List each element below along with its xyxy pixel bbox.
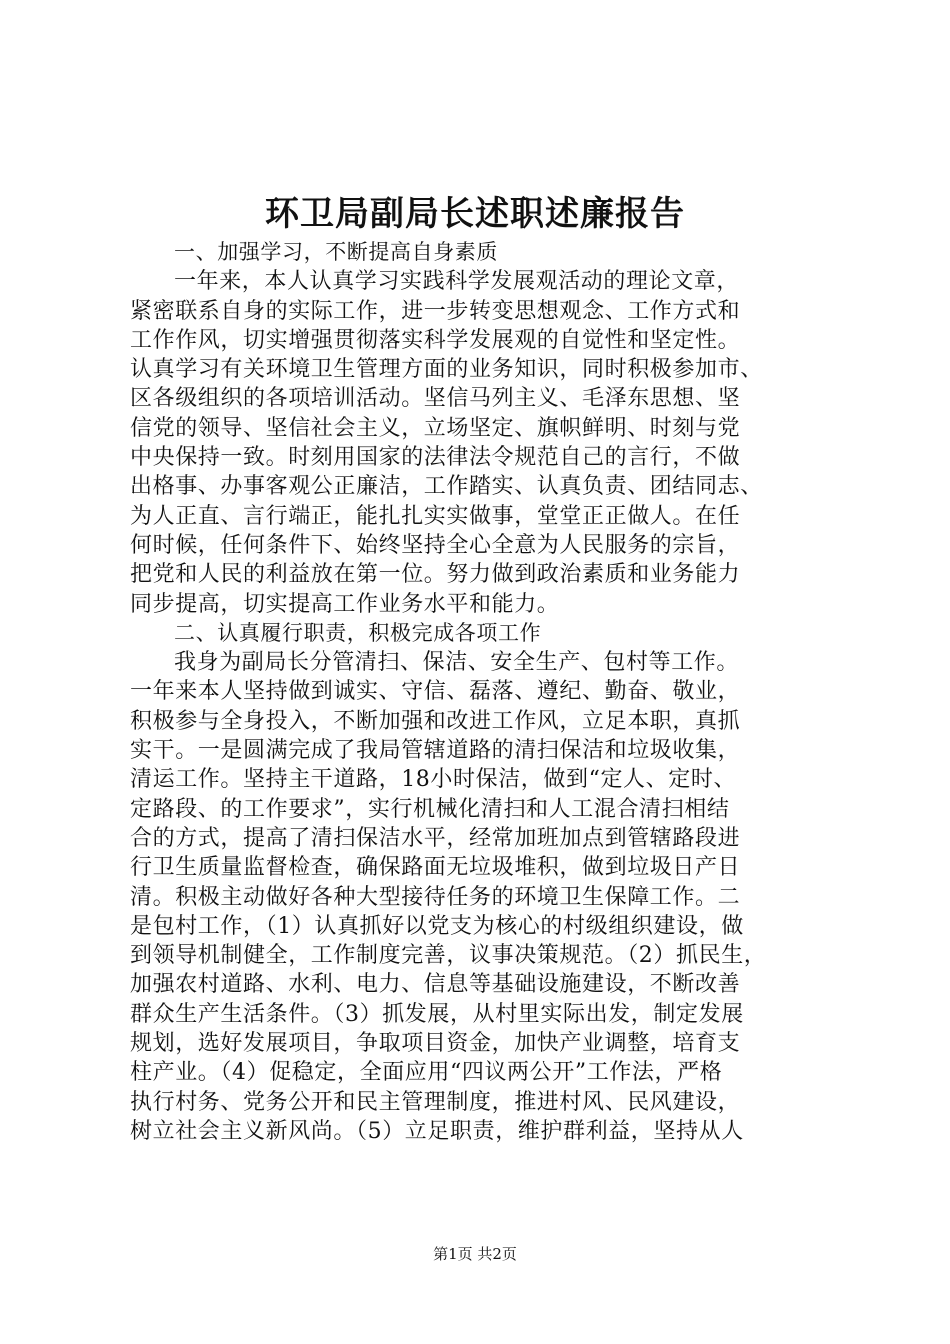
paragraph-line: 工作作风，切实增强贯彻落实科学发展观的自觉性和坚定性。	[130, 327, 741, 353]
paragraph-line: 何时候，任何条件下、始终坚持全心全意为人民服务的宗旨，	[130, 532, 741, 558]
paragraph-line: 为人正直、言行端正，能扎扎实实做事，堂堂正正做人。在任	[130, 503, 741, 529]
paragraph-line: 中央保持一致。时刻用国家的法律法令规范自己的言行，不做	[130, 445, 741, 471]
paragraph-line: 定路段、的工作要求”，实行机械化清扫和人工混合清扫相结	[130, 796, 730, 822]
paragraph-line: 实干。一是圆满完成了我局管辖道路的清扫保洁和垃圾收集，	[130, 738, 741, 764]
paragraph-line: 把党和人民的利益放在第一位。努力做到政治素质和业务能力	[130, 562, 741, 588]
paragraph-line: 到领导机制健全，工作制度完善，议事决策规范。（2）抓民生，	[130, 943, 767, 969]
paragraph-line: 一年来本人坚持做到诚实、守信、磊落、遵纪、勤奋、敬业，	[130, 679, 741, 705]
paragraph-line: 柱产业。（4）促稳定，全面应用“四议两公开”工作法，严格	[130, 1060, 723, 1086]
paragraph-line: 一年来，本人认真学习实践科学发展观活动的理论文章，	[174, 269, 740, 295]
paragraph-line: 紧密联系自身的实际工作，进一步转变思想观念、工作方式和	[130, 298, 741, 324]
paragraph-line: 执行村务、党务公开和民主管理制度，推进村风、民风建设，	[130, 1089, 741, 1115]
paragraph-line: 规划，选好发展项目，争取项目资金，加快产业调整，培育支	[130, 1031, 741, 1057]
paragraph-line: 清。积极主动做好各种大型接待任务的环境卫生保障工作。二	[130, 884, 741, 910]
paragraph-line: 同步提高，切实提高工作业务水平和能力。	[130, 591, 560, 617]
paragraph-line: 我身为副局长分管清扫、保洁、安全生产、包村等工作。	[174, 650, 740, 676]
page-number: 第1页 共2页	[433, 1245, 517, 1263]
paragraph-line: 出格事、办事客观公正廉洁，工作踏实、认真负责、团结同志、	[130, 474, 763, 500]
paragraph-line: 加强农村道路、水利、电力、信息等基础设施建设，不断改善	[130, 972, 741, 998]
paragraph-line: 群众生产生活条件。（3）抓发展，从村里实际出发，制定发展	[130, 1001, 744, 1027]
paragraph-line: 清运工作。坚持主干道路，18小时保洁，做到“定人、定时、	[130, 767, 737, 793]
paragraph-line: 信党的领导、坚信社会主义，立场坚定、旗帜鲜明、时刻与党	[130, 415, 741, 441]
paragraph-line: 区各级组织的各项培训活动。坚信马列主义、毛泽东思想、坚	[130, 386, 741, 412]
section-heading-2: 二、认真履行职责，积极完成各项工作	[174, 620, 542, 645]
document-title: 环卫局副局长述职述廉报告	[265, 194, 685, 234]
paragraph-line: 行卫生质量监督检查，确保路面无垃圾堆积，做到垃圾日产日	[130, 855, 741, 881]
paragraph-line: 树立社会主义新风尚。（5）立足职责，维护群利益，坚持从人	[130, 1118, 744, 1144]
paragraph-line: 合的方式，提高了清扫保洁水平，经常加班加点到管辖路段进	[130, 825, 741, 851]
document-body	[130, 238, 830, 1146]
paragraph-line: 是包村工作，（1）认真抓好以党支为核心的村级组织建设，做	[130, 913, 744, 939]
paragraph-line: 认真学习有关环境卫生管理方面的业务知识，同时积极参加市、	[130, 357, 763, 383]
paragraph-line: 积极参与全身投入，不断加强和改进工作风，立足本职，真抓	[130, 708, 741, 734]
section-heading-1: 一、加强学习，不断提高自身素质	[174, 240, 498, 264]
